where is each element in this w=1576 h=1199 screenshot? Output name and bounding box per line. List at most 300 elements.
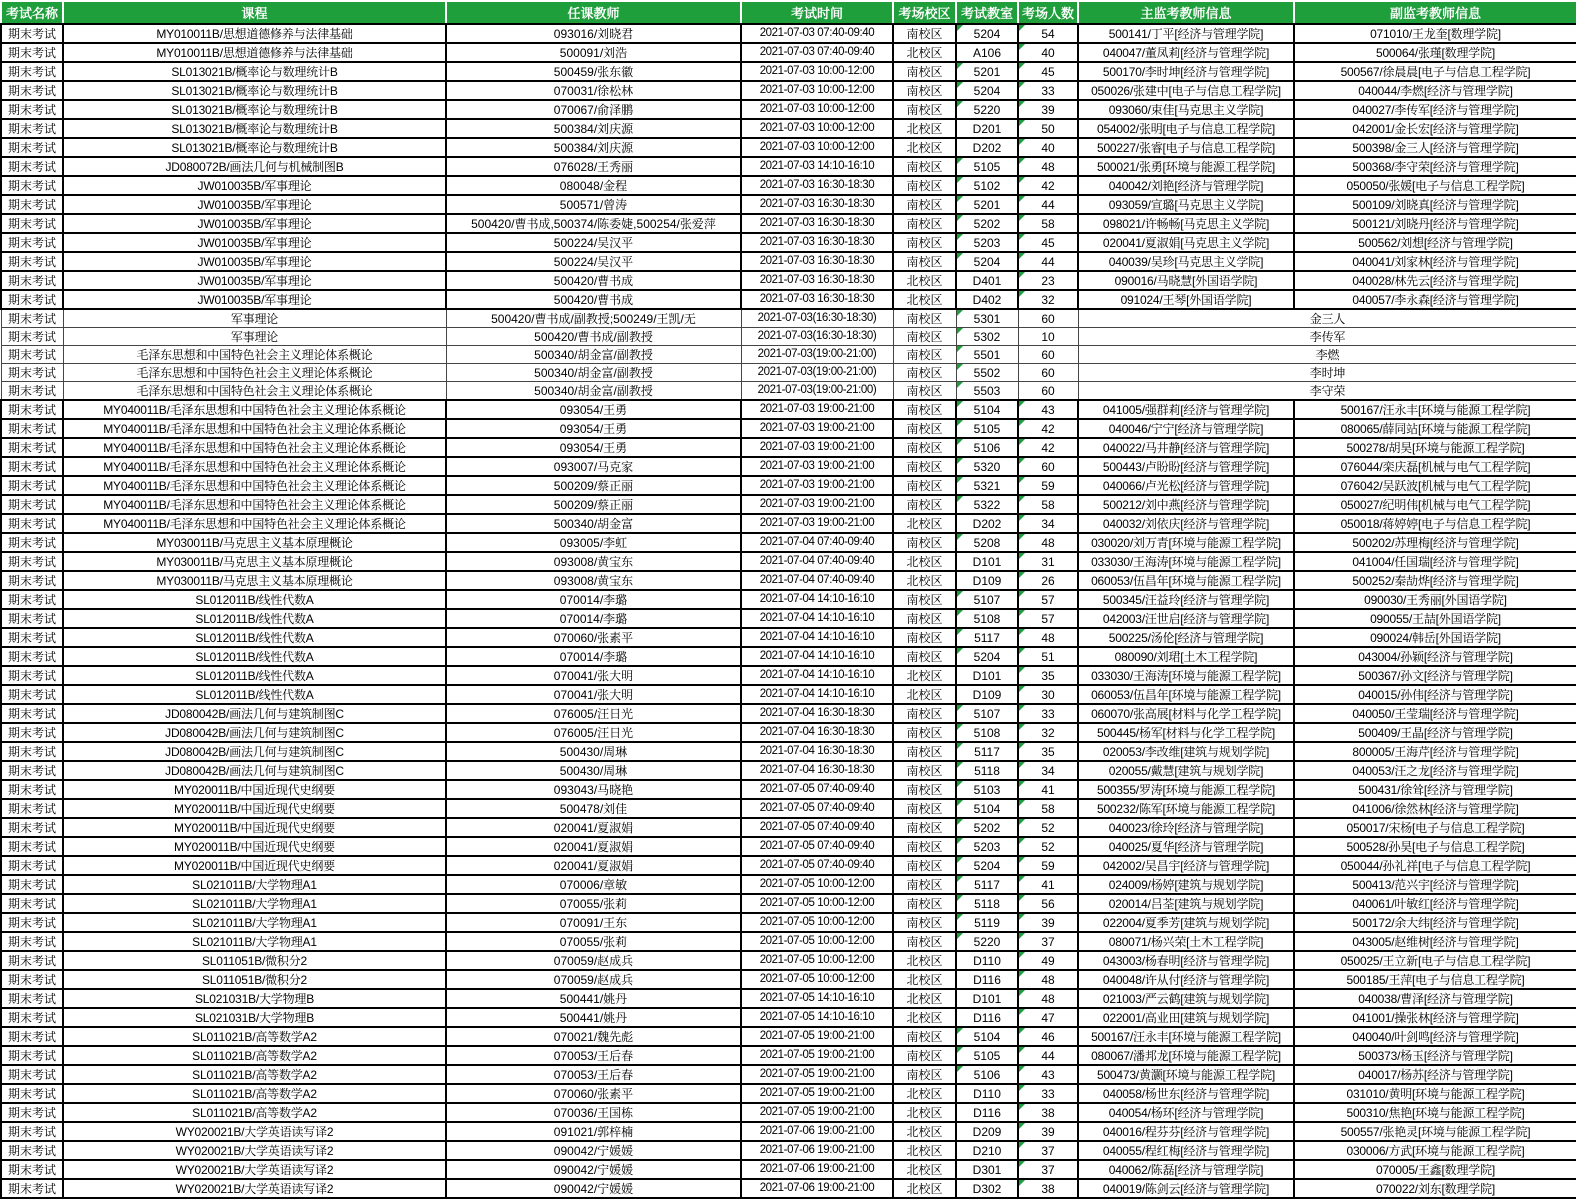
cell-time[interactable]: 2021-07-06 19:00-21:00 xyxy=(741,1160,893,1179)
cell-time[interactable]: 2021-07-04 07:40-09:40 xyxy=(741,533,893,552)
cell-exam-name[interactable]: 期末考试 xyxy=(1,100,63,119)
cell-campus[interactable]: 北校区 xyxy=(893,43,956,62)
cell-headcount[interactable]: 32 xyxy=(1018,290,1078,309)
cell-campus[interactable]: 北校区 xyxy=(893,1122,956,1141)
cell-exam-name[interactable]: 期末考试 xyxy=(1,346,63,364)
cell-teacher[interactable]: 070053/王后春 xyxy=(446,1065,741,1084)
cell-course[interactable]: 军事理论 xyxy=(63,309,446,328)
cell-headcount[interactable]: 43 xyxy=(1018,400,1078,419)
cell-room[interactable]: 5118 xyxy=(956,761,1018,780)
cell-deputy-invigilator[interactable]: 076042/吴跃波[机械与电气工程学院] xyxy=(1294,476,1576,495)
cell-exam-name[interactable]: 期末考试 xyxy=(1,761,63,780)
cell-time[interactable]: 2021-07-05 19:00-21:00 xyxy=(741,1046,893,1065)
cell-deputy-invigilator[interactable]: 500109/刘晓真[经济与管理学院] xyxy=(1294,195,1576,214)
cell-room[interactable]: 5105 xyxy=(956,157,1018,176)
cell-course[interactable]: MY010011B/思想道德修养与法律基础 xyxy=(63,24,446,43)
cell-chief-invigilator[interactable]: 040042/刘艳[经济与管理学院] xyxy=(1078,176,1294,195)
cell-course[interactable]: 军事理论 xyxy=(63,328,446,346)
cell-exam-name[interactable]: 期末考试 xyxy=(1,799,63,818)
cell-teacher[interactable]: 090042/宁媛媛 xyxy=(446,1160,741,1179)
cell-time[interactable]: 2021-07-05 10:00-12:00 xyxy=(741,970,893,989)
cell-teacher[interactable]: 070041/张大明 xyxy=(446,685,741,704)
cell-course[interactable]: MY040011B/毛泽东思想和中国特色社会主义理论体系概论 xyxy=(63,514,446,533)
cell-teacher[interactable]: 500340/胡金富 xyxy=(446,514,741,533)
cell-campus[interactable]: 南校区 xyxy=(893,252,956,271)
cell-course[interactable]: MY020011B/中国近现代史纲要 xyxy=(63,818,446,837)
cell-chief-invigilator[interactable]: 022004/夏季芳[建筑与规划学院] xyxy=(1078,913,1294,932)
cell-teacher[interactable]: 500340/胡金富/副教授 xyxy=(446,346,741,364)
cell-room[interactable]: 5201 xyxy=(956,62,1018,81)
cell-time[interactable]: 2021-07-04 16:30-18:30 xyxy=(741,723,893,742)
cell-headcount[interactable]: 54 xyxy=(1018,24,1078,43)
cell-time[interactable]: 2021-07-04 14:10-16:10 xyxy=(741,685,893,704)
cell-chief-invigilator[interactable]: 500443/卢盼盼[经济与管理学院] xyxy=(1078,457,1294,476)
cell-time[interactable]: 2021-07-06 19:00-21:00 xyxy=(741,1122,893,1141)
cell-teacher[interactable]: 093016/刘晓君 xyxy=(446,24,741,43)
cell-exam-name[interactable]: 期末考试 xyxy=(1,704,63,723)
cell-headcount[interactable]: 31 xyxy=(1018,552,1078,571)
cell-time[interactable]: 2021-07-04 07:40-09:40 xyxy=(741,552,893,571)
cell-headcount[interactable]: 48 xyxy=(1018,157,1078,176)
cell-campus[interactable]: 南校区 xyxy=(893,419,956,438)
cell-deputy-invigilator[interactable]: 500278/胡昊[环境与能源工程学院] xyxy=(1294,438,1576,457)
cell-headcount[interactable]: 30 xyxy=(1018,685,1078,704)
cell-time[interactable]: 2021-07-03 14:10-16:10 xyxy=(741,157,893,176)
cell-chief-invigilator[interactable]: 040047/董凤莉[经济与管理学院] xyxy=(1078,43,1294,62)
cell-chief-invigilator[interactable]: 030020/刘万青[环境与能源工程学院] xyxy=(1078,533,1294,552)
cell-chief-invigilator[interactable]: 080071/杨兴荣[土木工程学院] xyxy=(1078,932,1294,951)
cell-deputy-invigilator[interactable]: 050025/王立新[电子与信息工程学院] xyxy=(1294,951,1576,970)
cell-room[interactable]: 5201 xyxy=(956,195,1018,214)
cell-exam-name[interactable]: 期末考试 xyxy=(1,818,63,837)
cell-teacher[interactable]: 093054/王勇 xyxy=(446,438,741,457)
cell-room[interactable]: 5204 xyxy=(956,252,1018,271)
cell-headcount[interactable]: 58 xyxy=(1018,799,1078,818)
cell-time[interactable]: 2021-07-04 14:10-16:10 xyxy=(741,609,893,628)
cell-headcount[interactable]: 39 xyxy=(1018,1122,1078,1141)
cell-headcount[interactable]: 46 xyxy=(1018,1027,1078,1046)
cell-campus[interactable]: 南校区 xyxy=(893,364,956,382)
cell-time[interactable]: 2021-07-04 14:10-16:10 xyxy=(741,628,893,647)
cell-room[interactable]: 5118 xyxy=(956,894,1018,913)
cell-teacher[interactable]: 500340/胡金富/副教授 xyxy=(446,364,741,382)
cell-course[interactable]: SL011021B/高等数学A2 xyxy=(63,1103,446,1122)
cell-deputy-invigilator[interactable]: 041004/任国瑞[经济与管理学院] xyxy=(1294,552,1576,571)
cell-room[interactable]: 5301 xyxy=(956,309,1018,328)
cell-headcount[interactable]: 44 xyxy=(1018,195,1078,214)
cell-deputy-invigilator[interactable]: 500431/徐耸[经济与管理学院] xyxy=(1294,780,1576,799)
cell-headcount[interactable]: 41 xyxy=(1018,780,1078,799)
cell-headcount[interactable]: 26 xyxy=(1018,571,1078,590)
cell-deputy-invigilator[interactable]: 040053/汪之龙[经济与管理学院] xyxy=(1294,761,1576,780)
cell-time[interactable]: 2021-07-03 19:00-21:00 xyxy=(741,438,893,457)
cell-deputy-invigilator[interactable]: 076044/栾庆磊[机械与电气工程学院] xyxy=(1294,457,1576,476)
cell-campus[interactable]: 北校区 xyxy=(893,1008,956,1027)
cell-course[interactable]: JD080042B/画法几何与建筑制图C xyxy=(63,723,446,742)
cell-exam-name[interactable]: 期末考试 xyxy=(1,609,63,628)
cell-chief-invigilator[interactable]: 042003/汪世启[经济与管理学院] xyxy=(1078,609,1294,628)
cell-headcount[interactable]: 37 xyxy=(1018,1160,1078,1179)
cell-teacher[interactable]: 070067/俞泽鹏 xyxy=(446,100,741,119)
cell-room[interactable]: D101 xyxy=(956,552,1018,571)
cell-course[interactable]: WY020021B/大学英语读写译2 xyxy=(63,1179,446,1198)
cell-headcount[interactable]: 42 xyxy=(1018,176,1078,195)
cell-exam-name[interactable]: 期末考试 xyxy=(1,1046,63,1065)
cell-chief-invigilator[interactable]: 020055/戴慧[建筑与规划学院] xyxy=(1078,761,1294,780)
cell-time[interactable]: 2021-07-05 19:00-21:00 xyxy=(741,1103,893,1122)
cell-room[interactable]: 5102 xyxy=(956,176,1018,195)
cell-chief-invigilator[interactable]: 500473/黄灏[环境与能源工程学院] xyxy=(1078,1065,1294,1084)
cell-teacher[interactable]: 090042/宁媛媛 xyxy=(446,1179,741,1198)
cell-course[interactable]: JW010035B/军事理论 xyxy=(63,271,446,290)
cell-chief-invigilator[interactable]: 040025/夏华[经济与管理学院] xyxy=(1078,837,1294,856)
cell-teacher[interactable]: 076005/汪日光 xyxy=(446,704,741,723)
cell-time[interactable]: 2021-07-05 10:00-12:00 xyxy=(741,894,893,913)
cell-campus[interactable]: 南校区 xyxy=(893,233,956,252)
cell-chief-invigilator[interactable]: 090016/马晓慧[外国语学院] xyxy=(1078,271,1294,290)
cell-time[interactable]: 2021-07-03(19:00-21:00) xyxy=(741,382,893,401)
cell-deputy-invigilator[interactable]: 500185/王萍[电子与信息工程学院] xyxy=(1294,970,1576,989)
cell-headcount[interactable]: 40 xyxy=(1018,138,1078,157)
cell-course[interactable]: SL012011B/线性代数A xyxy=(63,647,446,666)
cell-chief-invigilator[interactable]: 500227/张睿[电子与信息工程学院] xyxy=(1078,138,1294,157)
cell-campus[interactable]: 南校区 xyxy=(893,533,956,552)
cell-exam-name[interactable]: 期末考试 xyxy=(1,685,63,704)
cell-time[interactable]: 2021-07-03 16:30-18:30 xyxy=(741,271,893,290)
cell-exam-name[interactable]: 期末考试 xyxy=(1,43,63,62)
cell-course[interactable]: SL021031B/大学物理B xyxy=(63,989,446,1008)
cell-time[interactable]: 2021-07-05 07:40-09:40 xyxy=(741,837,893,856)
cell-headcount[interactable]: 47 xyxy=(1018,1008,1078,1027)
cell-exam-name[interactable]: 期末考试 xyxy=(1,157,63,176)
cell-chief-invigilator[interactable]: 042002/吴昌宇[经济与管理学院] xyxy=(1078,856,1294,875)
cell-course[interactable]: WY020021B/大学英语读写译2 xyxy=(63,1160,446,1179)
cell-chief-invigilator[interactable]: 040016/程芬芬[经济与管理学院] xyxy=(1078,1122,1294,1141)
cell-deputy-invigilator[interactable]: 500398/金三人[经济与管理学院] xyxy=(1294,138,1576,157)
cell-deputy-invigilator[interactable]: 071010/王龙奎[数理学院] xyxy=(1294,24,1576,43)
cell-campus[interactable]: 北校区 xyxy=(893,514,956,533)
cell-course[interactable]: SL012011B/线性代数A xyxy=(63,628,446,647)
cell-deputy-invigilator[interactable]: 043005/赵维树[经济与管理学院] xyxy=(1294,932,1576,951)
cell-room[interactable]: 5204 xyxy=(956,856,1018,875)
cell-room[interactable]: 5104 xyxy=(956,1027,1018,1046)
cell-campus[interactable]: 南校区 xyxy=(893,647,956,666)
cell-course[interactable]: JD080042B/画法几何与建筑制图C xyxy=(63,704,446,723)
cell-time[interactable]: 2021-07-03 16:30-18:30 xyxy=(741,290,893,309)
cell-course[interactable]: SL021011B/大学物理A1 xyxy=(63,894,446,913)
cell-campus[interactable]: 南校区 xyxy=(893,100,956,119)
cell-room[interactable]: 5117 xyxy=(956,875,1018,894)
cell-headcount[interactable]: 42 xyxy=(1018,438,1078,457)
cell-chief-invigilator[interactable]: 093059/宣璐[马克思主义学院] xyxy=(1078,195,1294,214)
cell-campus[interactable]: 北校区 xyxy=(893,1141,956,1160)
cell-course[interactable]: SL012011B/线性代数A xyxy=(63,685,446,704)
cell-room[interactable]: 5117 xyxy=(956,742,1018,761)
cell-teacher[interactable]: 070060/张素平 xyxy=(446,628,741,647)
cell-chief-invigilator[interactable]: 500445/杨军[材料与化学工程学院] xyxy=(1078,723,1294,742)
cell-deputy-invigilator[interactable]: 041006/徐然林[经济与管理学院] xyxy=(1294,799,1576,818)
cell-headcount[interactable]: 40 xyxy=(1018,43,1078,62)
cell-time[interactable]: 2021-07-03 19:00-21:00 xyxy=(741,419,893,438)
cell-campus[interactable]: 北校区 xyxy=(893,290,956,309)
cell-campus[interactable]: 南校区 xyxy=(893,176,956,195)
cell-teacher[interactable]: 500384/刘庆源 xyxy=(446,119,741,138)
cell-deputy-invigilator[interactable]: 043004/孙颖[经济与管理学院] xyxy=(1294,647,1576,666)
cell-headcount[interactable]: 52 xyxy=(1018,837,1078,856)
cell-teacher[interactable]: 093043/马晓艳 xyxy=(446,780,741,799)
cell-headcount[interactable]: 59 xyxy=(1018,476,1078,495)
cell-exam-name[interactable]: 期末考试 xyxy=(1,571,63,590)
cell-campus[interactable]: 北校区 xyxy=(893,1103,956,1122)
cell-room[interactable]: 5202 xyxy=(956,818,1018,837)
cell-exam-name[interactable]: 期末考试 xyxy=(1,364,63,382)
cell-deputy-invigilator[interactable]: 050018/蒋婷婷[电子与信息工程学院] xyxy=(1294,514,1576,533)
cell-room[interactable]: D109 xyxy=(956,571,1018,590)
cell-time[interactable]: 2021-07-05 19:00-21:00 xyxy=(741,1027,893,1046)
cell-headcount[interactable]: 58 xyxy=(1018,495,1078,514)
cell-time[interactable]: 2021-07-03 19:00-21:00 xyxy=(741,476,893,495)
cell-room[interactable]: D116 xyxy=(956,1008,1018,1027)
cell-course[interactable]: MY030011B/马克思主义基本原理概论 xyxy=(63,571,446,590)
cell-teacher[interactable]: 093008/黄宝东 xyxy=(446,571,741,590)
cell-room[interactable]: 5302 xyxy=(956,328,1018,346)
cell-time[interactable]: 2021-07-03 16:30-18:30 xyxy=(741,195,893,214)
cell-exam-name[interactable]: 期末考试 xyxy=(1,119,63,138)
cell-headcount[interactable]: 58 xyxy=(1018,214,1078,233)
cell-time[interactable]: 2021-07-03 10:00-12:00 xyxy=(741,81,893,100)
cell-room[interactable]: D116 xyxy=(956,970,1018,989)
cell-campus[interactable]: 南校区 xyxy=(893,346,956,364)
cell-headcount[interactable]: 60 xyxy=(1018,382,1078,401)
cell-exam-name[interactable]: 期末考试 xyxy=(1,932,63,951)
cell-chief-invigilator[interactable]: 020053/李改维[建筑与规划学院] xyxy=(1078,742,1294,761)
cell-time[interactable]: 2021-07-03 16:30-18:30 xyxy=(741,214,893,233)
cell-deputy-invigilator[interactable]: 031010/黄明[环境与能源工程学院] xyxy=(1294,1084,1576,1103)
cell-headcount[interactable]: 44 xyxy=(1018,252,1078,271)
cell-time[interactable]: 2021-07-05 10:00-12:00 xyxy=(741,913,893,932)
cell-chief-invigilator[interactable]: 040048/许从付[经济与管理学院] xyxy=(1078,970,1294,989)
cell-deputy-invigilator[interactable]: 500064/张瑾[数理学院] xyxy=(1294,43,1576,62)
cell-teacher[interactable]: 500459/张东徽 xyxy=(446,62,741,81)
cell-time[interactable]: 2021-07-03 16:30-18:30 xyxy=(741,233,893,252)
cell-deputy-invigilator[interactable]: 040017/杨苏[经济与管理学院] xyxy=(1294,1065,1576,1084)
column-header-headcount[interactable]: 考场人数 xyxy=(1018,1,1078,24)
cell-teacher[interactable]: 070060/张素平 xyxy=(446,1084,741,1103)
cell-teacher[interactable]: 500209/蔡正丽 xyxy=(446,476,741,495)
cell-course[interactable]: MY020011B/中国近现代史纲要 xyxy=(63,856,446,875)
cell-exam-name[interactable]: 期末考试 xyxy=(1,328,63,346)
cell-time[interactable]: 2021-07-06 19:00-21:00 xyxy=(741,1179,893,1198)
cell-headcount[interactable]: 57 xyxy=(1018,590,1078,609)
cell-chief-invigilator[interactable]: 060070/张高展[材料与化学工程学院] xyxy=(1078,704,1294,723)
cell-campus[interactable]: 南校区 xyxy=(893,476,956,495)
cell-time[interactable]: 2021-07-04 07:40-09:40 xyxy=(741,571,893,590)
cell-chief-invigilator[interactable]: 040066/卢光松[经济与管理学院] xyxy=(1078,476,1294,495)
cell-campus[interactable]: 南校区 xyxy=(893,704,956,723)
cell-time[interactable]: 2021-07-06 19:00-21:00 xyxy=(741,1141,893,1160)
cell-headcount[interactable]: 57 xyxy=(1018,609,1078,628)
cell-time[interactable]: 2021-07-03 07:40-09:40 xyxy=(741,43,893,62)
cell-exam-name[interactable]: 期末考试 xyxy=(1,533,63,552)
cell-campus[interactable]: 南校区 xyxy=(893,457,956,476)
cell-headcount[interactable]: 60 xyxy=(1018,364,1078,382)
cell-time[interactable]: 2021-07-03 19:00-21:00 xyxy=(741,457,893,476)
cell-deputy-invigilator[interactable]: 李时坤 xyxy=(1078,364,1576,382)
cell-exam-name[interactable]: 期末考试 xyxy=(1,552,63,571)
cell-campus[interactable]: 南校区 xyxy=(893,81,956,100)
cell-exam-name[interactable]: 期末考试 xyxy=(1,1160,63,1179)
cell-course[interactable]: MY040011B/毛泽东思想和中国特色社会主义理论体系概论 xyxy=(63,495,446,514)
cell-course[interactable]: 毛泽东思想和中国特色社会主义理论体系概论 xyxy=(63,382,446,401)
cell-room[interactable]: 5204 xyxy=(956,81,1018,100)
cell-room[interactable]: 5105 xyxy=(956,419,1018,438)
cell-course[interactable]: WY020021B/大学英语读写译2 xyxy=(63,1141,446,1160)
cell-campus[interactable]: 南校区 xyxy=(893,818,956,837)
cell-headcount[interactable]: 10 xyxy=(1018,328,1078,346)
cell-room[interactable]: D401 xyxy=(956,271,1018,290)
cell-teacher[interactable]: 076005/汪日光 xyxy=(446,723,741,742)
cell-chief-invigilator[interactable]: 500355/罗涛[环境与能源工程学院] xyxy=(1078,780,1294,799)
cell-chief-invigilator[interactable]: 500232/陈军[环境与能源工程学院] xyxy=(1078,799,1294,818)
cell-chief-invigilator[interactable]: 500225/汤伦[经济与管理学院] xyxy=(1078,628,1294,647)
cell-exam-name[interactable]: 期末考试 xyxy=(1,1027,63,1046)
cell-headcount[interactable]: 35 xyxy=(1018,666,1078,685)
cell-chief-invigilator[interactable]: 020014/吕荃[建筑与规划学院] xyxy=(1078,894,1294,913)
cell-time[interactable]: 2021-07-03 16:30-18:30 xyxy=(741,252,893,271)
cell-deputy-invigilator[interactable]: 金三人 xyxy=(1078,309,1576,328)
cell-campus[interactable]: 南校区 xyxy=(893,856,956,875)
cell-campus[interactable]: 南校区 xyxy=(893,195,956,214)
cell-time[interactable]: 2021-07-05 14:10-16:10 xyxy=(741,1008,893,1027)
cell-time[interactable]: 2021-07-03 16:30-18:30 xyxy=(741,176,893,195)
cell-exam-name[interactable]: 期末考试 xyxy=(1,309,63,328)
cell-chief-invigilator[interactable]: 040032/刘依庆[经济与管理学院] xyxy=(1078,514,1294,533)
cell-time[interactable]: 2021-07-03(19:00-21:00) xyxy=(741,346,893,364)
cell-teacher[interactable]: 500420/曹书成/副教授 xyxy=(446,328,741,346)
cell-room[interactable]: D109 xyxy=(956,685,1018,704)
cell-course[interactable]: JW010035B/军事理论 xyxy=(63,214,446,233)
cell-campus[interactable]: 南校区 xyxy=(893,780,956,799)
column-header-deputy-invigilator[interactable]: 副监考教师信息 xyxy=(1294,1,1576,24)
cell-chief-invigilator[interactable]: 022001/高业田[建筑与规划学院] xyxy=(1078,1008,1294,1027)
cell-campus[interactable]: 北校区 xyxy=(893,119,956,138)
cell-room[interactable]: 5502 xyxy=(956,364,1018,382)
cell-room[interactable]: 5204 xyxy=(956,24,1018,43)
cell-teacher[interactable]: 070014/李璐 xyxy=(446,647,741,666)
cell-headcount[interactable]: 45 xyxy=(1018,62,1078,81)
cell-teacher[interactable]: 093008/黄宝东 xyxy=(446,552,741,571)
cell-deputy-invigilator[interactable]: 070005/王鑫[数理学院] xyxy=(1294,1160,1576,1179)
cell-campus[interactable]: 南校区 xyxy=(893,438,956,457)
cell-course[interactable]: SL021011B/大学物理A1 xyxy=(63,913,446,932)
cell-chief-invigilator[interactable]: 500021/张勇[环境与能源工程学院] xyxy=(1078,157,1294,176)
cell-teacher[interactable]: 500571/曾涛 xyxy=(446,195,741,214)
cell-teacher[interactable]: 093007/马克家 xyxy=(446,457,741,476)
cell-room[interactable]: 5104 xyxy=(956,799,1018,818)
cell-deputy-invigilator[interactable]: 李燃 xyxy=(1078,346,1576,364)
cell-time[interactable]: 2021-07-03 07:40-09:40 xyxy=(741,24,893,43)
cell-teacher[interactable]: 500091/刘浩 xyxy=(446,43,741,62)
cell-course[interactable]: SL012011B/线性代数A xyxy=(63,666,446,685)
column-header-campus[interactable]: 考场校区 xyxy=(893,1,956,24)
cell-deputy-invigilator[interactable]: 050027/纪明伟[机械与电气工程学院] xyxy=(1294,495,1576,514)
cell-teacher[interactable]: 070014/李璐 xyxy=(446,590,741,609)
cell-course[interactable]: SL011021B/高等数学A2 xyxy=(63,1027,446,1046)
cell-course[interactable]: MY040011B/毛泽东思想和中国特色社会主义理论体系概论 xyxy=(63,438,446,457)
cell-teacher[interactable]: 070053/王后春 xyxy=(446,1046,741,1065)
cell-exam-name[interactable]: 期末考试 xyxy=(1,970,63,989)
cell-chief-invigilator[interactable]: 043003/杨春明[经济与管理学院] xyxy=(1078,951,1294,970)
cell-exam-name[interactable]: 期末考试 xyxy=(1,1103,63,1122)
cell-deputy-invigilator[interactable]: 040040/叶剑鸣[经济与管理学院] xyxy=(1294,1027,1576,1046)
cell-campus[interactable]: 南校区 xyxy=(893,328,956,346)
cell-headcount[interactable]: 34 xyxy=(1018,514,1078,533)
cell-course[interactable]: WY020021B/大学英语读写译2 xyxy=(63,1122,446,1141)
cell-chief-invigilator[interactable]: 040046/宁宁[经济与管理学院] xyxy=(1078,419,1294,438)
cell-room[interactable]: 5202 xyxy=(956,214,1018,233)
cell-course[interactable]: JD080042B/画法几何与建筑制图C xyxy=(63,761,446,780)
cell-exam-name[interactable]: 期末考试 xyxy=(1,233,63,252)
cell-campus[interactable]: 南校区 xyxy=(893,400,956,419)
cell-deputy-invigilator[interactable]: 040028/林先云[经济与管理学院] xyxy=(1294,271,1576,290)
cell-chief-invigilator[interactable]: 024009/杨婷[建筑与规划学院] xyxy=(1078,875,1294,894)
column-header-chief-invigilator[interactable]: 主监考教师信息 xyxy=(1078,1,1294,24)
cell-course[interactable]: MY010011B/思想道德修养与法律基础 xyxy=(63,43,446,62)
cell-chief-invigilator[interactable]: 040019/陈剑云[经济与管理学院] xyxy=(1078,1179,1294,1198)
cell-teacher[interactable]: 070041/张大明 xyxy=(446,666,741,685)
cell-campus[interactable]: 南校区 xyxy=(893,799,956,818)
cell-time[interactable]: 2021-07-05 19:00-21:00 xyxy=(741,1065,893,1084)
cell-room[interactable]: 5203 xyxy=(956,233,1018,252)
cell-time[interactable]: 2021-07-05 19:00-21:00 xyxy=(741,1084,893,1103)
cell-headcount[interactable]: 39 xyxy=(1018,100,1078,119)
cell-deputy-invigilator[interactable]: 500557/张艳灵[环境与能源工程学院] xyxy=(1294,1122,1576,1141)
cell-exam-name[interactable]: 期末考试 xyxy=(1,252,63,271)
cell-deputy-invigilator[interactable]: 030006/方武[环境与能源工程学院] xyxy=(1294,1141,1576,1160)
cell-room[interactable]: D110 xyxy=(956,951,1018,970)
cell-headcount[interactable]: 44 xyxy=(1018,1046,1078,1065)
cell-headcount[interactable]: 39 xyxy=(1018,913,1078,932)
cell-room[interactable]: 5107 xyxy=(956,590,1018,609)
cell-deputy-invigilator[interactable]: 500562/刘想[经济与管理学院] xyxy=(1294,233,1576,252)
cell-chief-invigilator[interactable]: 500212/刘中燕[经济与管理学院] xyxy=(1078,495,1294,514)
cell-exam-name[interactable]: 期末考试 xyxy=(1,62,63,81)
cell-room[interactable]: 5320 xyxy=(956,457,1018,476)
cell-room[interactable]: D210 xyxy=(956,1141,1018,1160)
cell-time[interactable]: 2021-07-05 07:40-09:40 xyxy=(741,780,893,799)
cell-headcount[interactable]: 60 xyxy=(1018,346,1078,364)
cell-course[interactable]: SL012011B/线性代数A xyxy=(63,590,446,609)
cell-headcount[interactable]: 35 xyxy=(1018,742,1078,761)
cell-deputy-invigilator[interactable]: 500310/焦艳[环境与能源工程学院] xyxy=(1294,1103,1576,1122)
cell-course[interactable]: JD080042B/画法几何与建筑制图C xyxy=(63,742,446,761)
cell-campus[interactable]: 南校区 xyxy=(893,628,956,647)
cell-teacher[interactable]: 093005/李虹 xyxy=(446,533,741,552)
cell-room[interactable]: D402 xyxy=(956,290,1018,309)
cell-deputy-invigilator[interactable]: 042001/金长宏[经济与管理学院] xyxy=(1294,119,1576,138)
cell-room[interactable]: 5108 xyxy=(956,723,1018,742)
cell-exam-name[interactable]: 期末考试 xyxy=(1,419,63,438)
cell-campus[interactable]: 南校区 xyxy=(893,1027,956,1046)
cell-deputy-invigilator[interactable]: 050044/孙礼祥[电子与信息工程学院] xyxy=(1294,856,1576,875)
cell-chief-invigilator[interactable]: 040022/马井静[经济与管理学院] xyxy=(1078,438,1294,457)
cell-time[interactable]: 2021-07-04 16:30-18:30 xyxy=(741,742,893,761)
cell-campus[interactable]: 北校区 xyxy=(893,571,956,590)
cell-deputy-invigilator[interactable]: 090024/韩岳[外国语学院] xyxy=(1294,628,1576,647)
cell-course[interactable]: JW010035B/军事理论 xyxy=(63,290,446,309)
cell-chief-invigilator[interactable]: 060053/伍昌年[环境与能源工程学院] xyxy=(1078,685,1294,704)
cell-headcount[interactable]: 51 xyxy=(1018,647,1078,666)
